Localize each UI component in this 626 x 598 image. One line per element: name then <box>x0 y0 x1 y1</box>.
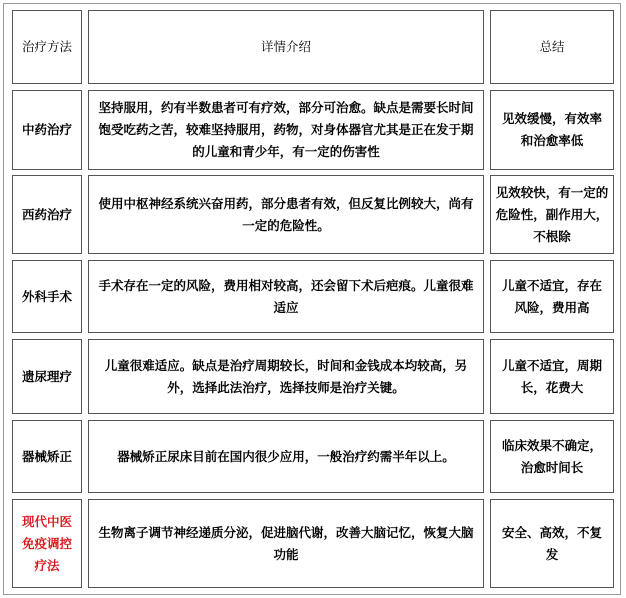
row-4-detail: 儿童很难适应。缺点是治疗周期较长，时间和金钱成本均较高，另外，选择此法治疗，选择技师是治疗关键。 <box>88 339 484 414</box>
row-1-summary: 见效缓慢，有效率和治愈率低 <box>490 90 614 170</box>
row-5-detail: 器械矫正尿床目前在国内很少应用，一般治疗约需半年以上。 <box>88 420 484 493</box>
row-2-detail: 使用中枢神经系统兴奋用药，部分患者有效，但反复比例较大，尚有一定的危险性。 <box>88 175 484 254</box>
row-3-summary: 儿童不适宜，存在风险，费用高 <box>490 260 614 333</box>
row-6-summary: 安全、高效，不复发 <box>490 499 614 588</box>
row-4-method: 遗尿理疗 <box>12 339 82 414</box>
row-6-detail: 生物离子调节神经递质分泌，促进脑代谢，改善大脑记忆，恢复大脑功能 <box>88 499 484 588</box>
header-method: 治疗方法 <box>12 10 82 84</box>
row-3-detail: 手术存在一定的风险，费用相对较高，还会留下术后疤痕。儿童很难适应 <box>88 260 484 333</box>
row-4-summary: 儿童不适宜，周期长，花费大 <box>490 339 614 414</box>
row-2-summary: 见效较快，有一定的危险性，副作用大，不根除 <box>490 175 614 254</box>
header-detail: 详情介绍 <box>88 10 484 84</box>
row-5-summary: 临床效果不确定，治愈时间长 <box>490 420 614 493</box>
header-summary: 总结 <box>490 10 614 84</box>
row-5-method: 器械矫正 <box>12 420 82 493</box>
row-6-method: 现代中医免疫调控疗法 <box>12 499 82 588</box>
row-1-method: 中药治疗 <box>12 90 82 170</box>
row-3-method: 外科手术 <box>12 260 82 333</box>
row-2-method: 西药治疗 <box>12 175 82 254</box>
row-1-detail: 坚持服用，约有半数患者可有疗效，部分可治愈。缺点是需要长时间饱受吃药之苦，较难坚持服用，药物，对身体器官尤其是正在发于期的儿童和青少年，有一定的伤害性 <box>88 90 484 170</box>
